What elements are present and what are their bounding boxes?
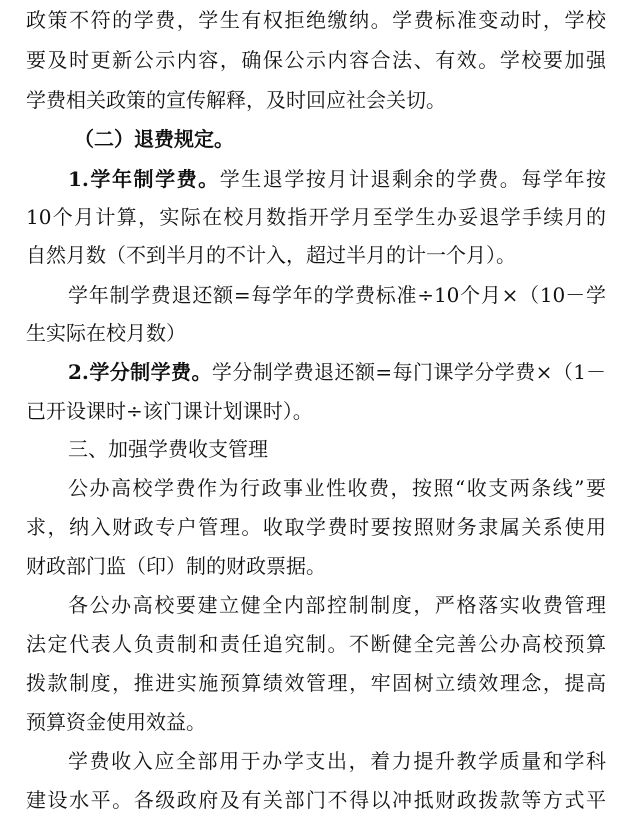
paragraph-line: 公办高校学费作为行政事业性收费，按照“收支两条线”要 (68, 476, 606, 500)
paragraph-line: 建设水平。各级政府及有关部门不得以冲抵财政拨款等方式平 (26, 788, 606, 812)
paragraph-line: 自然月数（不到半月的不计入，超过半月的计一个月）。 (26, 243, 516, 267)
section-heading-management: 三、加强学费收支管理 (68, 437, 268, 461)
paragraph-line: 已开设课时÷该门课计划课时）。 (26, 399, 313, 423)
paragraph-line: 学费收入应全部用于办学支出，着力提升教学质量和学科 (68, 749, 606, 773)
paragraph-line: 1.学年制学费。学生退学按月计退剩余的学费。每学年按 (68, 167, 606, 191)
paragraph-line: 10个月计算，实际在校月数指开学月至学生办妥退学手续月的 (26, 205, 606, 229)
paragraph-line: 2.学分制学费。学分制学费退还额=每门课学分学费×（1－ (68, 360, 606, 384)
section-heading-refund: （二）退费规定。 (74, 127, 234, 151)
formula-line: 生实际在校月数） (26, 321, 186, 345)
formula-line: 学年制学费退还额=每学年的学费标准÷10个月×（10－学 (68, 283, 606, 307)
paragraph-line: 学费相关政策的宣传解释，及时回应社会关切。 (26, 88, 446, 112)
paragraph-line: 政策不符的学费，学生有权拒绝缴纳。学费标准变动时，学校 (26, 8, 606, 32)
paragraph-line: 财政部门监（印）制的财政票据。 (26, 554, 326, 578)
paragraph-line: 要及时更新公示内容，确保公示内容合法、有效。学校要加强 (26, 48, 606, 72)
paragraph-line: 法定代表人负责制和责任追究制。不断健全完善公办高校预算 (26, 632, 606, 656)
paragraph-line: 各公办高校要建立健全内部控制制度，严格落实收费管理 (68, 593, 606, 617)
paragraph-line: 拨款制度，推进实施预算绩效管理，牢固树立绩效理念，提高 (26, 671, 606, 695)
item-heading-credit-fee: 2.学分制学费。 (68, 360, 212, 384)
paragraph-line: 求，纳入财政专户管理。收取学费时要按照财务隶属关系使用 (26, 515, 606, 539)
paragraph-line: 预算资金使用效益。 (26, 710, 206, 734)
item-heading-academic-year-fee: 1.学年制学费。 (68, 167, 220, 191)
